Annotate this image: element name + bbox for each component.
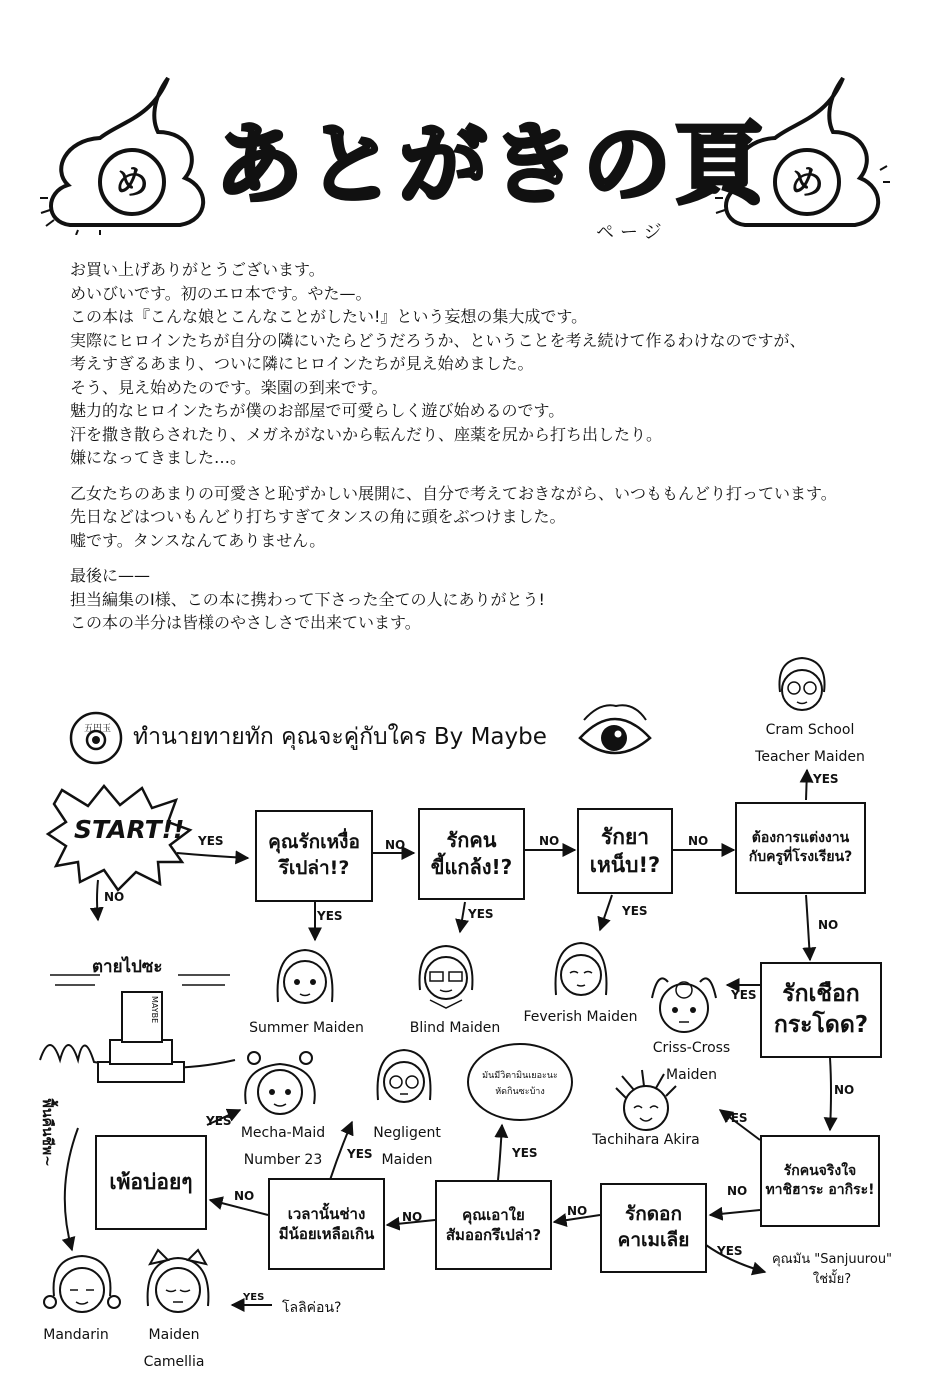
blind-face xyxy=(414,940,478,1012)
question-line: คุณเอาใย xyxy=(462,1205,525,1224)
afterword-line: 魅力的なヒロインたちが僕のお部屋で可愛らしく遊び始めるのです。 xyxy=(70,401,565,420)
afterword-line: 乙女たちのあまりの可愛さと恥ずかしい展開に、自分で考えておきながら、いつももんどり打っています。 xyxy=(70,483,837,503)
die-text: ตายไปซะ xyxy=(92,957,163,977)
question-line: มีน้อยเหลือเกิน xyxy=(278,1225,375,1243)
flowchart-title: ทำนายทายทัก คุณจะคู่กับใคร By Maybe xyxy=(133,724,547,750)
coin-text: 五円玉 xyxy=(84,724,112,734)
question-line: รึเปล่า!? xyxy=(278,857,350,879)
result-line: Maiden xyxy=(148,1327,200,1343)
result-feverish: Feverish Maiden xyxy=(523,1009,638,1025)
lolicon-text: โลลิค่อน? xyxy=(282,1300,342,1316)
answer-yes: YES xyxy=(731,988,757,1002)
afterword-line: 嘘です。タンスなんてありません。 xyxy=(70,530,326,550)
question-daydream xyxy=(95,1135,207,1230)
emblem-char: め xyxy=(790,163,824,203)
result-blind: Blind Maiden xyxy=(409,1020,501,1036)
question-line: รักเชือก xyxy=(782,980,860,1007)
answer-no: NO xyxy=(567,1204,588,1218)
sanjuurou-line: ใช่มั้ย? xyxy=(812,1272,852,1287)
question-line: รักยา xyxy=(600,824,650,849)
answer-yes: YES xyxy=(198,834,224,848)
result-line: Negligent xyxy=(373,1125,441,1141)
answer-yes: YES xyxy=(347,1147,373,1161)
answer-no: NO xyxy=(834,1083,855,1097)
grave-text: MAYBE xyxy=(150,996,159,1024)
start-label: START!! xyxy=(74,815,185,844)
answer-no: NO xyxy=(402,1210,423,1224)
answer-no: NO xyxy=(688,834,709,848)
question-line: ทาชิฮาระ อากิระ! xyxy=(765,1182,875,1198)
result-line: Maiden xyxy=(666,1067,717,1083)
sanjuurou-text xyxy=(762,1250,902,1290)
afterword-line: 最後に—— xyxy=(70,566,151,585)
speech-line: หัดกินซะบ้าง xyxy=(495,1087,545,1097)
question-line: รักคน xyxy=(446,828,497,852)
summer-face xyxy=(272,942,338,1014)
answer-yes: YES xyxy=(206,1114,232,1128)
question-line: คุณรักเหงื่อ xyxy=(268,831,360,854)
result-cram-teacher xyxy=(750,717,870,771)
result-line: Camellia xyxy=(143,1354,205,1370)
question-line: เหน็บ!? xyxy=(589,853,661,877)
question-line: กับครูที่โรงเรียน? xyxy=(748,849,853,865)
result-tachihara: Tachihara Akira xyxy=(592,1132,700,1148)
result-line: Criss-Cross xyxy=(652,1040,731,1056)
afterword-line: この本の半分は皆様のやさしさで出来ています。 xyxy=(70,613,421,632)
emblem-char: め xyxy=(115,163,149,203)
result-line: Teacher Maiden xyxy=(755,749,865,765)
page-title: あとがきの頁 xyxy=(215,113,768,216)
speech-text xyxy=(474,1068,566,1100)
answer-yes: YES xyxy=(512,1146,538,1160)
result-line: Cram School xyxy=(765,722,855,738)
result-line: Mecha-Maid xyxy=(240,1125,326,1141)
question-line: รักดอก xyxy=(625,1203,682,1226)
sanjuurou-line: คุณมัน "Sanjuurou" xyxy=(771,1252,893,1267)
question-line: ขี้แกล้ง!? xyxy=(430,855,513,879)
answer-no: NO xyxy=(385,838,406,852)
question-line: เพ้อบ่อยๆ xyxy=(109,1170,193,1195)
question-line: ต้องการแต่งงาน xyxy=(751,830,850,847)
result-line: Number 23 xyxy=(243,1152,323,1168)
feverish-face xyxy=(550,937,612,1007)
afterword-line: 考えすぎるあまり、ついに隣にヒロインたちが見え始めました。 xyxy=(70,354,534,373)
result-mandarin: Mandarin xyxy=(43,1327,109,1343)
afterword-line: 実際にヒロインたちが自分の隣にいたらどうだろうか、ということを考え続けて作るわけなのですが、 xyxy=(70,330,806,350)
question-jump-rope xyxy=(760,962,882,1058)
question-line: รักคนจริงใจ xyxy=(783,1163,857,1180)
result-camellia xyxy=(134,1322,214,1376)
negligent-face xyxy=(372,1044,436,1116)
answer-no: NO xyxy=(234,1189,255,1203)
speech-line: มันมีวิตามินเยอะนะ xyxy=(482,1071,558,1081)
camellia-face xyxy=(140,1246,216,1326)
question-line: คาเมเลีย xyxy=(617,1229,690,1251)
answer-yes: YES xyxy=(722,1111,748,1125)
title-furigana: ページ xyxy=(596,222,668,243)
answer-yes: YES xyxy=(468,907,494,921)
answer-no: NO xyxy=(818,918,839,932)
tombstone xyxy=(40,975,235,1082)
question-camellia xyxy=(600,1183,707,1273)
afterword-line: 汗を撒き散らされたり、メガネがないから転んだり、座薬を尻から打ち出したり。 xyxy=(70,424,663,444)
question-suppository xyxy=(577,808,673,894)
afterword-line: この本は『こんな娘とこんなことがしたい!』という妄想の集大成です。 xyxy=(70,307,588,326)
answer-yes: YES xyxy=(622,904,648,918)
criss-cross-face xyxy=(648,968,720,1040)
question-teasing xyxy=(418,808,525,900)
afterword-line: お買い上げありがとうございます。 xyxy=(70,260,325,279)
afterword-line: 担当編集のI様、この本に携わって下さった全ての人にありがとう! xyxy=(70,589,545,609)
answer-yes: YES xyxy=(717,1244,743,1258)
cram-teacher-face xyxy=(772,652,832,718)
answer-yes: YES xyxy=(243,1292,265,1303)
question-line: สัมออกรึเปล่า? xyxy=(445,1226,542,1244)
question-line: เวลานั้นช่าง xyxy=(287,1204,366,1223)
eye-icon xyxy=(580,705,650,753)
answer-no: NO xyxy=(727,1184,748,1198)
result-line: Maiden xyxy=(381,1152,433,1168)
result-summer: Summer Maiden xyxy=(249,1020,364,1036)
question-line: กระโดด? xyxy=(773,1012,869,1038)
question-tachihara xyxy=(760,1135,880,1227)
answer-yes: YES xyxy=(317,909,343,923)
afterword-line: 先日などはついもんどり打ちすぎてタンスの角に頭をぶつけました。 xyxy=(70,507,566,526)
question-marry-teacher xyxy=(735,802,866,894)
mandarin-face xyxy=(42,1252,122,1328)
answer-yes: YES xyxy=(813,772,839,786)
question-fiber xyxy=(435,1180,552,1270)
result-mecha-maid xyxy=(232,1120,334,1174)
mecha-maid-face xyxy=(240,1048,320,1124)
question-little-time xyxy=(268,1178,385,1270)
answer-no: NO xyxy=(539,834,560,848)
result-criss-cross xyxy=(644,1035,739,1089)
afterword-line: 嫌になってきました…。 xyxy=(70,448,247,467)
answer-no: NO xyxy=(104,890,125,904)
question-sweat xyxy=(255,810,373,902)
result-negligent xyxy=(362,1120,452,1174)
afterword-line: そう、見え始めたのです。楽園の到来です。 xyxy=(70,377,388,397)
afterword-line: めいびいです。初のエロ本です。やた—。 xyxy=(70,283,372,303)
revive-text: ฟื้นคืนชีพ~ xyxy=(39,1098,55,1167)
